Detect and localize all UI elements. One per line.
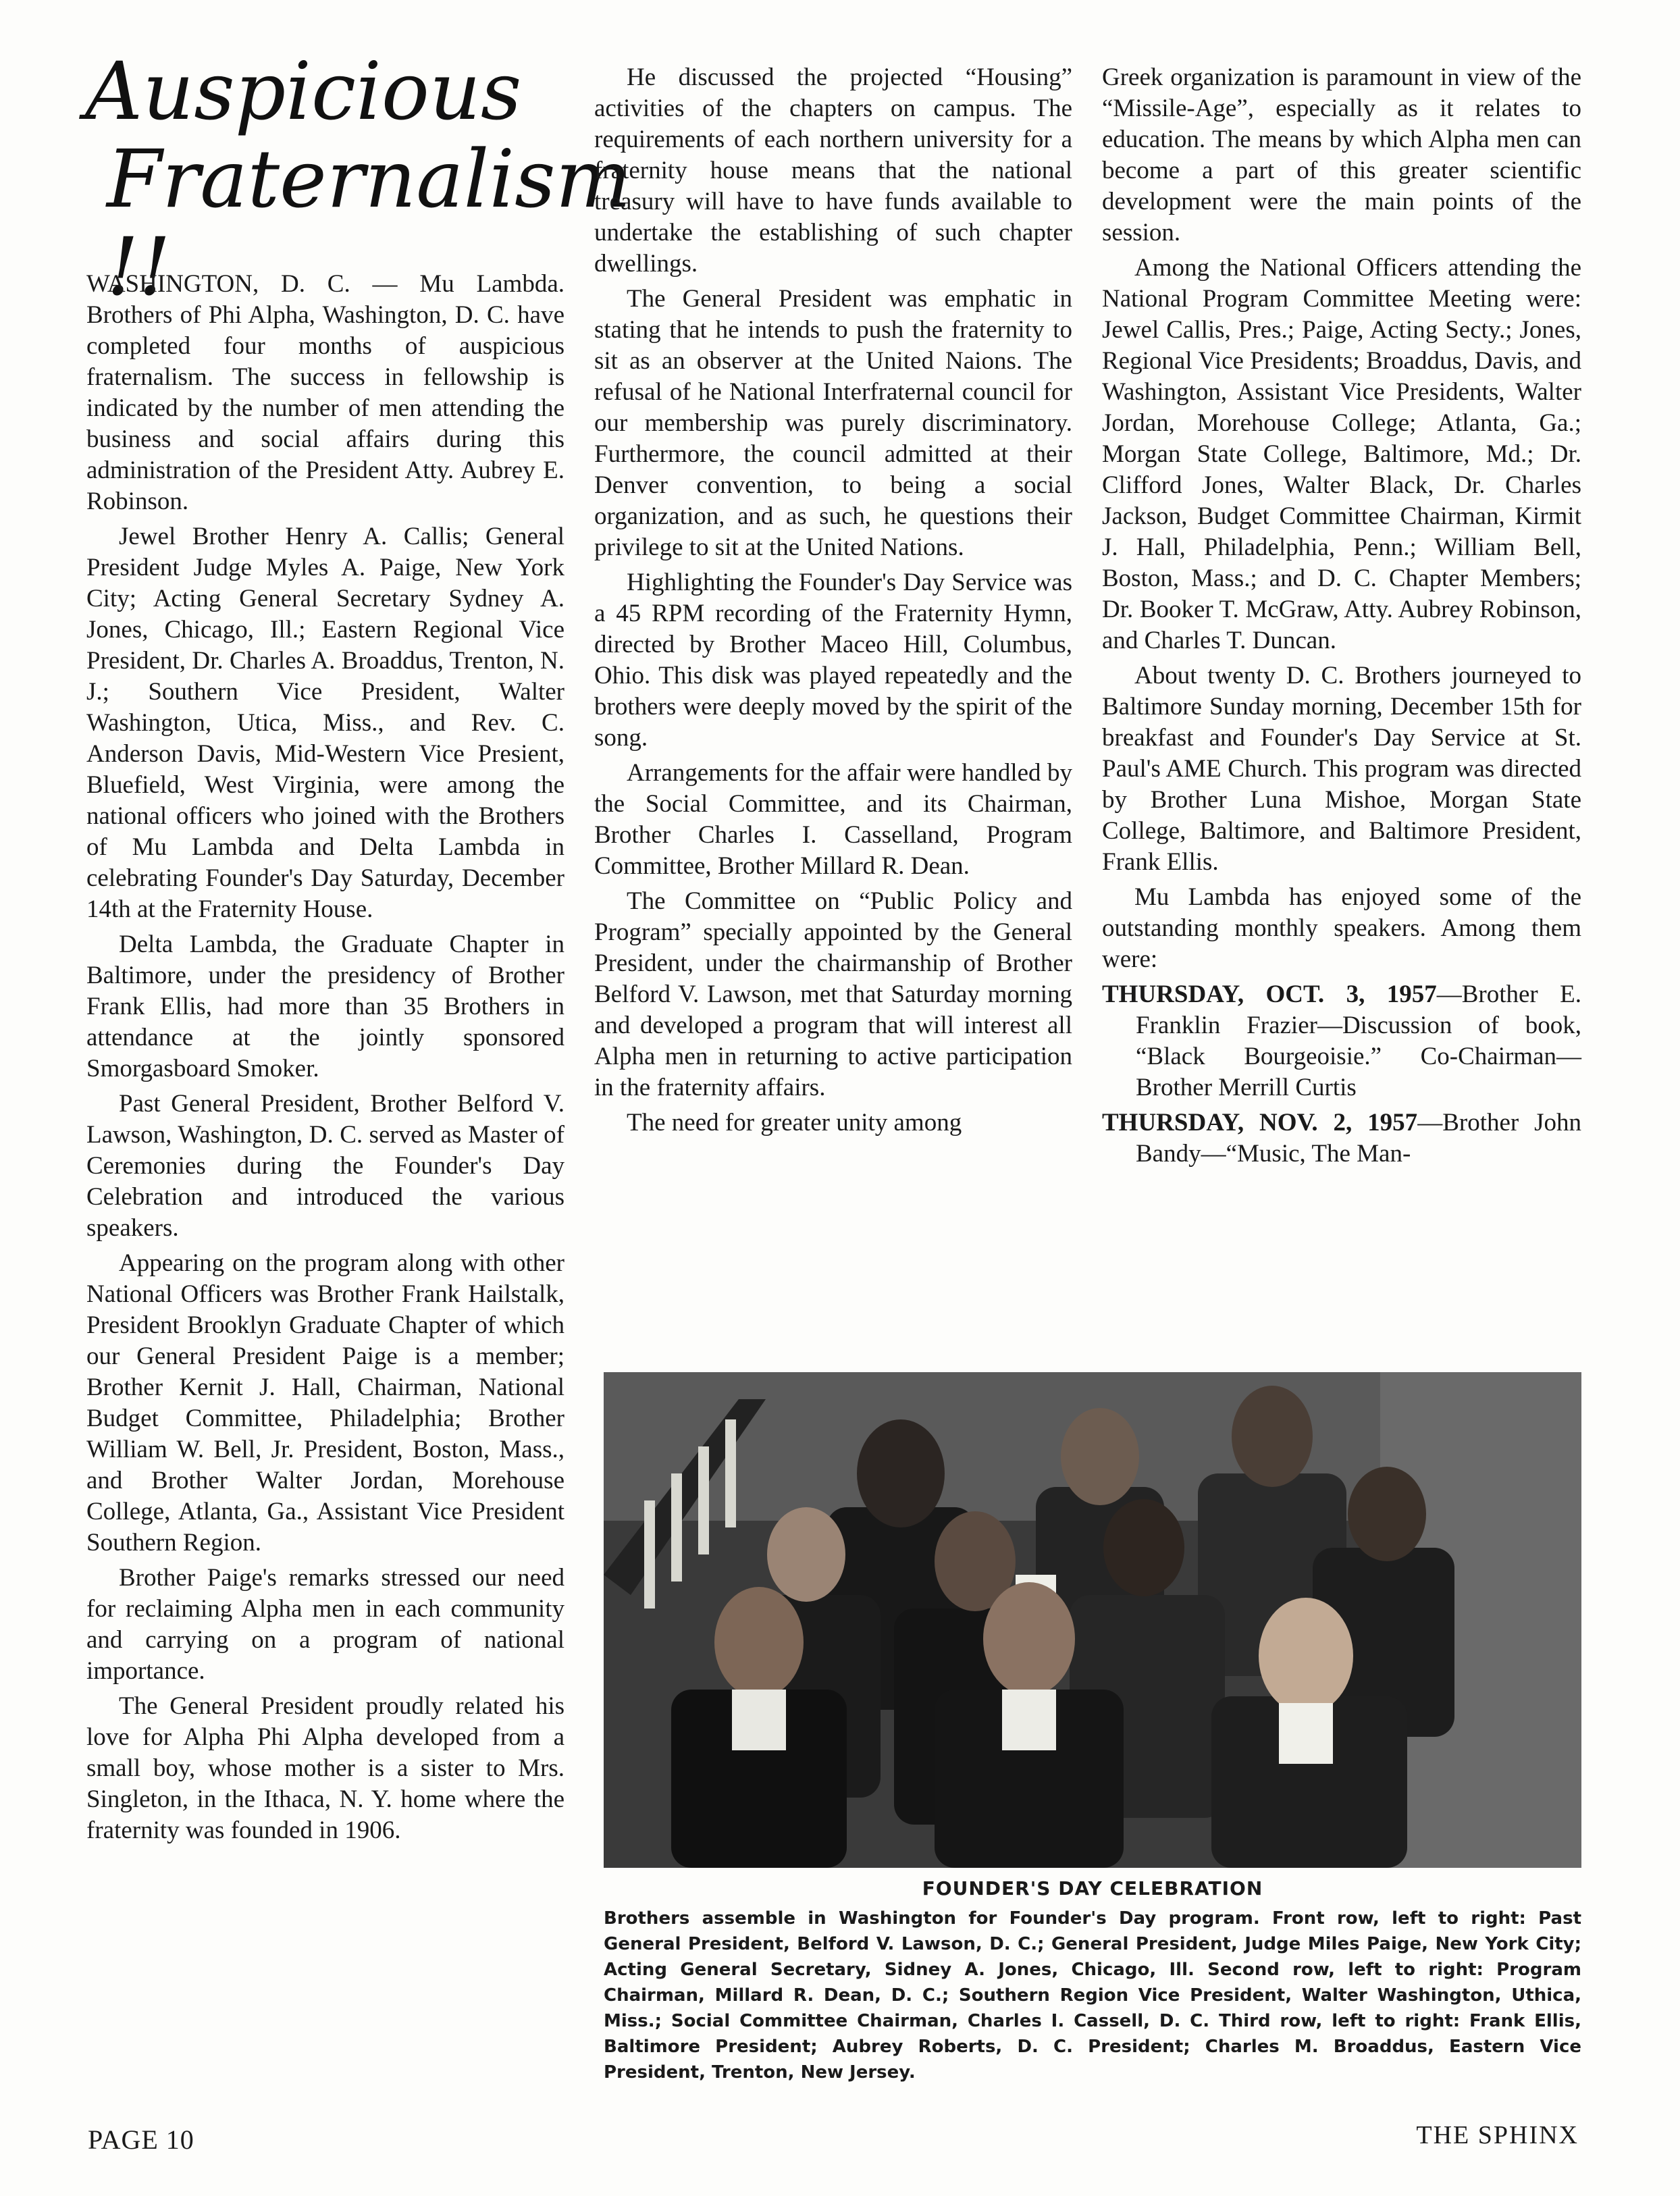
paragraph: Brother Paige's remarks stressed our need for reclaiming Alpha men in each community and carrying on a program of national importance.	[86, 1564, 565, 1685]
paragraph: The General President was emphatic in stating that he intends to push the fraternity to sit as an observer at the United Naions. The refusal of he National Interfraternal council for our membership was purely discriminatory. Furthermore, the council admitted at their Denver convention, to being a social organization, and as such, he questions their privilege to sit at the United Nations.	[594, 285, 1072, 561]
speaker-entry	[1102, 1107, 1581, 1170]
headline-line-1: Auspicious	[85, 45, 522, 138]
paragraph: The need for greater unity among	[627, 1109, 962, 1136]
paragraph: Appearing on the program along with other National Officers was Brother Frank Hailstalk, President Brooklyn Graduate Chapter of which our General President Paige is a member; Brother Kernit J. Hall, Chairman, National Budget Committee, Philadelphia; Brother William W. Bell, Jr. President, Boston, Mass., and Brother Walter Jordan, Morehouse College, Atlanta, Ga., Assistant Vice President Southern Region.	[86, 1249, 565, 1557]
publication-name: THE SPHINX	[1416, 2121, 1579, 2149]
paragraph: About twenty D. C. Brothers journeyed to Baltimore Sunday morning, December 15th for breakfast and Founder's Day Service at St. Paul's AME Church. This program was directed by Brother Luna Mishoe, Morgan State College, Baltimore, and Baltimore President, Frank Ellis.	[1102, 662, 1581, 876]
headline-line-2: Fraternalism !!	[107, 132, 631, 313]
paragraph: WASHINGTON, D. C. — Mu Lambda. Brothers of Phi Alpha, Washington, D. C. have completed four months of auspicious fraternalism. The success in fellowship is indicated by the number of men attending the business and social affairs during this administration of the President Atty. Aubrey E. Robinson.	[86, 270, 565, 515]
paragraph: The Committee on “Public Policy and Program” specially appointed by the General President, under the chairmanship of Brother Belford V. Lawson, met that Saturday morning and developed a program that will interest all Alpha men in returning to active participation in the fraternity affairs.	[594, 887, 1072, 1101]
speaker-text: —Brother E. Franklin Frazier—Discussion of book, “Black Bourgeoisie.” Co-Chairman—Brother Merrill Curtis	[1136, 981, 1582, 1101]
speaker-entry	[1102, 979, 1581, 1103]
paragraph: Highlighting the Founder's Day Service was a 45 RPM recording of the Fraternity Hymn, directed by Brother Maceo Hill, Columbus, Ohio. This disk was played repeatedly and the brothers were deeply moved by the spirit of the song.	[594, 569, 1072, 752]
group-photo-illustration	[604, 1372, 1581, 1868]
speaker-date: THURSDAY, NOV. 2, 1957	[1102, 1109, 1418, 1136]
paragraph: The General President proudly related his love for Alpha Phi Alpha developed from a small boy, whose mother is a sister to Mrs. Singleton, in the Ithaca, N. Y. home where the fraternity was founded in 1906.	[86, 1692, 565, 1844]
article-column-3	[1102, 62, 1581, 1174]
photo-caption: Brothers assemble in Washington for Founder's Day program. Front row, left to right: Past General President, Belford V. Lawson, D. C.; General President, Judge Miles Paige, New York City; Acting General Secretary, Sidney A. Jones, Chicago, Ill. Second row, left to right: Program Chairman, Millard R. Dean, D. C.; Southern Region Vice President, Walter Washington, Uthica, Miss.; Social Committee Chairman, Charles I. Cassell, D. C. Third row, left to right: Frank Ellis, Baltimore President; Aubrey Roberts, D. C. President; Charles M. Broaddus, Eastern Vice President, Trenton, New Jersey.	[604, 1908, 1581, 2083]
paragraph: Jewel Brother Henry A. Callis; General President Judge Myles A. Paige, New York City; Acting General Secretary Sydney A. Jones, Chicago, Ill.; Eastern Regional Vice President, Dr. Charles A. Broaddus, Trenton, N. J.; Southern Vice President, Walter Washington, Utica, Miss., and Rev. C. Anderson Davis, Mid-Western Vice Presient, Bluefield, West Virginia, were among the national officers who joined with the Brothers of Mu Lambda and Delta Lambda in celebrating Founder's Day Saturday, December 14th at the Fraternity House.	[86, 523, 565, 923]
paragraph: Among the National Officers attending the National Program Committee Meeting were: Jewel Callis, Pres.; Paige, Acting Secty.; Jones, Regional Vice Presidents; Broaddus, Davis, and Washington, Assistant Vice Presidents, Walter Jordan, Morehouse College; Atlanta, Ga.; Morgan State College, Baltimore, Md.; Dr. Clifford Jones, Walter Black, Dr. Charles Jackson, Budget Committee Chairman, Kirmit J. Hall, Philadelphia, Penn.; William Bell, Boston, Mass.; and D. C. Chapter Members; Dr. Booker T. McGraw, Atty. Aubrey Robinson, and Charles T. Duncan.	[1102, 254, 1581, 654]
speaker-text: —Brother John Bandy—“Music, The Man-	[1136, 1109, 1581, 1168]
group-photo	[604, 1372, 1581, 1868]
photo-caption-title: FOUNDER'S DAY CELEBRATION	[922, 1877, 1263, 1900]
paragraph: He discussed the projected “Housing” activities of the chapters on campus. The requirements of each northern university for a fraternity house means that the national treasury will have to have funds available to undertake the establishing of such chapter dwellings.	[594, 63, 1072, 278]
article-column-1	[86, 269, 565, 1850]
paragraph: Greek organization is paramount in view of the “Missile-Age”, especially as it relates to education. The means by which Alpha men can become a part of this greater scientific development were the main points of the session.	[1102, 63, 1581, 246]
paragraph: Past General President, Brother Belford V. Lawson, Washington, D. C. served as Master of Ceremonies during the Founder's Day Celebration and introduced the various speakers.	[86, 1090, 565, 1242]
article-column-2	[594, 62, 1072, 1143]
paragraph: Mu Lambda has enjoyed some of the outstanding monthly speakers. Among them were:	[1102, 883, 1581, 973]
page-number: PAGE 10	[88, 2124, 194, 2155]
paragraph: Delta Lambda, the Graduate Chapter in Baltimore, under the presidency of Brother Frank Ellis, had more than 35 Brothers in attendance at the jointly sponsored Smorgasboard Smoker.	[86, 931, 565, 1082]
paragraph: Arrangements for the affair were handled by the Social Committee, and its Chairman, Brother Charles I. Casselland, Program Committee, Brother Millard R. Dean.	[594, 759, 1072, 880]
speaker-date: THURSDAY, OCT. 3, 1957	[1102, 981, 1437, 1008]
